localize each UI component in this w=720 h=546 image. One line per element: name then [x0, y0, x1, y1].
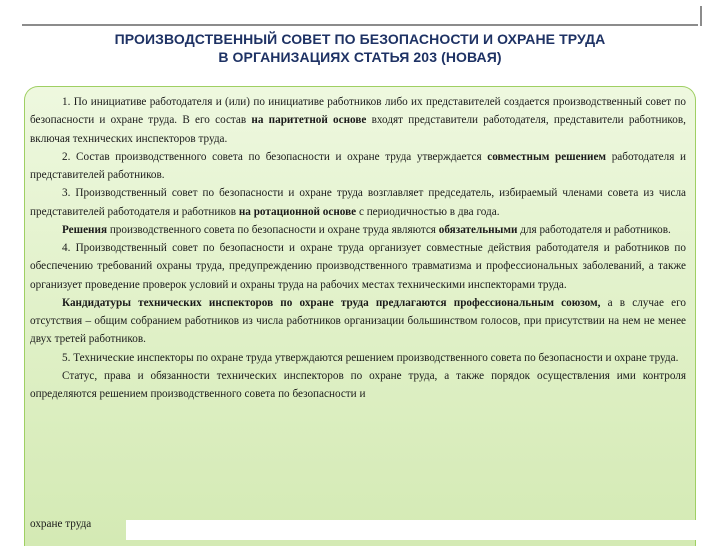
header-divider-tick	[700, 6, 702, 26]
paragraph-2-bold: совместным решением	[487, 150, 607, 163]
paragraph-2	[30, 148, 686, 185]
paragraph-4-bold: обязательными	[438, 223, 518, 236]
article-text	[30, 93, 686, 403]
title-line-1: ПРОИЗВОДСТВЕННЫЙ СОВЕТ ПО БЕЗОПАСНОСТИ И ОХРАНЕ ТРУДА	[114, 31, 606, 47]
paragraph-1-text: 1. По инициативе работодателя и (или) по инициативе работников либо их представителей создается производственный совет по безопасности и охране труда. В его состав	[30, 96, 686, 127]
paragraph-4-text: производственного совета по безопасности и охране труда являются	[107, 223, 439, 236]
paragraph-7: 5. Технические инспекторы по охране труда утверждаются решением производственного совета по безопасности и охране труда.	[62, 351, 679, 364]
paragraph-2-tail: работодателя и представителей работников.	[30, 150, 686, 181]
paragraph-8-tail: охране труда	[30, 518, 92, 530]
paragraph-3-tail: с периодичностью в два года.	[356, 205, 500, 218]
paragraph-6-text: а в случае его отсутствия – общим собранием работников из числа работников организации большинством голосов, при присутствии на нем не менее двух третей работников.	[30, 296, 686, 346]
paragraph-4	[30, 221, 686, 239]
paragraph-2-text: 2. Состав производственного совета по безопасности и охране труда утверждается	[62, 150, 488, 163]
paragraph-1-tail: входят представители работодателя, представители работников, включая технических инспекторов труда.	[30, 114, 686, 145]
paragraph-3	[30, 184, 686, 221]
paragraph-8: Статус, права и обязанности технических инспекторов по охране труда, а также порядок осуществления ими контроля определяются решением производственного совета по безопасности и	[30, 369, 686, 400]
paragraph-3-text: 3. Производственный совет по безопасности и охране труда возглавляет председатель, избираемый членами совета из числа представителей работодателя и работников	[30, 187, 686, 218]
paragraph-6-bold: Кандидатуры технических инспекторов по охране труда предлагаются профессиональным союзом,	[62, 296, 601, 309]
header-divider	[22, 24, 698, 26]
paragraph-4-bold-start: Решения	[62, 223, 108, 236]
paragraph-4-tail: для работодателя и работников.	[517, 223, 671, 236]
paragraph-1	[30, 93, 686, 148]
panel-bottom-notch	[126, 520, 720, 540]
page-title	[30, 30, 690, 66]
paragraph-3-bold: на ротационной основе	[238, 205, 357, 218]
paragraph-5: 4. Производственный совет по безопасности и охране труда организует совместные действия работодателя и работников по обеспечению требований охраны труда, предупреждению производственного травматизма и профессиональных заболеваний, а также организует проведение проверок условий и охраны труда на рабочих местах техническими инспекторами труда.	[30, 242, 686, 291]
title-line-2: В ОРГАНИЗАЦИЯХ СТАТЬЯ 203 (НОВАЯ)	[218, 49, 502, 65]
paragraph-6	[30, 294, 686, 349]
paragraph-1-bold: на паритетной основе	[251, 114, 367, 127]
